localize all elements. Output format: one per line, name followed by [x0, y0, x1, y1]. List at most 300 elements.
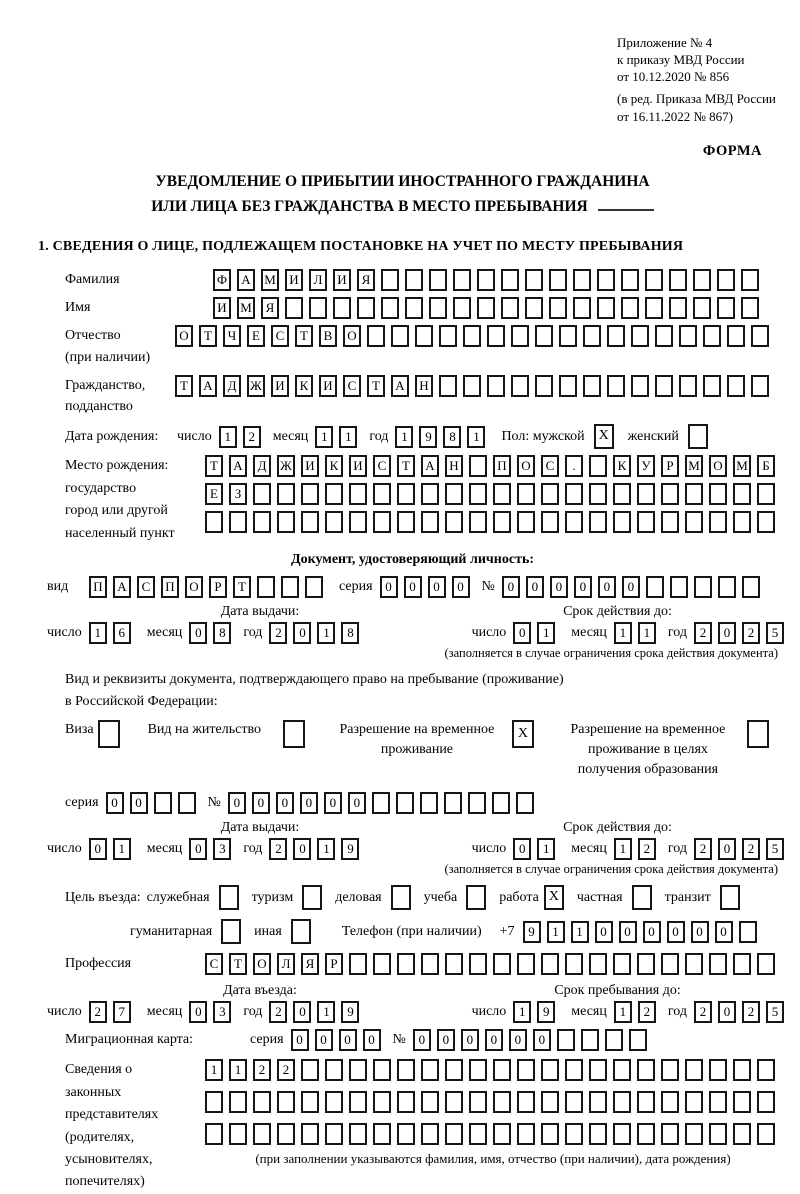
form-cell[interactable]: 0	[189, 1001, 207, 1023]
form-cell[interactable]: Б	[757, 455, 775, 477]
form-cell[interactable]	[367, 325, 385, 347]
form-cell[interactable]: 2	[89, 1001, 107, 1023]
form-cell[interactable]: М	[237, 297, 255, 319]
form-cell[interactable]	[589, 511, 607, 533]
form-cell[interactable]	[733, 1091, 751, 1113]
form-cell[interactable]	[257, 576, 275, 598]
form-cell[interactable]	[565, 1059, 583, 1081]
form-cell[interactable]: 9	[341, 1001, 359, 1023]
form-cell[interactable]: 0	[348, 792, 366, 814]
form-cell[interactable]	[421, 1123, 439, 1145]
form-cell[interactable]: 1	[205, 1059, 223, 1081]
visa-checkbox[interactable]	[98, 720, 120, 748]
form-cell[interactable]: Т	[367, 375, 385, 397]
purpose-sluzhebnaya-checkbox[interactable]	[219, 885, 239, 910]
form-cell[interactable]: С	[541, 455, 559, 477]
form-cell[interactable]: 0	[691, 921, 709, 943]
form-cell[interactable]: 2	[694, 622, 712, 644]
form-cell[interactable]	[468, 792, 486, 814]
form-cell[interactable]: 0	[667, 921, 685, 943]
form-cell[interactable]: 2	[277, 1059, 295, 1081]
form-cell[interactable]	[613, 511, 631, 533]
form-cell[interactable]	[694, 576, 712, 598]
form-cell[interactable]: Р	[661, 455, 679, 477]
form-cell[interactable]	[301, 1123, 319, 1145]
form-cell[interactable]	[631, 375, 649, 397]
form-cell[interactable]	[742, 576, 760, 598]
form-cell[interactable]	[541, 511, 559, 533]
form-cell[interactable]	[487, 375, 505, 397]
form-cell[interactable]: 0	[513, 838, 531, 860]
form-cell[interactable]	[589, 1123, 607, 1145]
form-cell[interactable]: К	[295, 375, 313, 397]
form-cell[interactable]: 5	[766, 838, 784, 860]
form-cell[interactable]	[349, 1091, 367, 1113]
form-cell[interactable]	[357, 297, 375, 319]
form-cell[interactable]	[583, 375, 601, 397]
form-cell[interactable]	[733, 1059, 751, 1081]
form-cell[interactable]	[463, 375, 481, 397]
form-cell[interactable]	[733, 511, 751, 533]
form-cell[interactable]: 1	[317, 622, 335, 644]
form-cell[interactable]	[757, 1091, 775, 1113]
form-cell[interactable]	[501, 297, 519, 319]
form-cell[interactable]: 0	[106, 792, 124, 814]
form-cell[interactable]: 1	[315, 426, 333, 448]
form-cell[interactable]	[541, 953, 559, 975]
form-cell[interactable]	[391, 325, 409, 347]
form-cell[interactable]	[421, 953, 439, 975]
form-cell[interactable]	[493, 1091, 511, 1113]
form-cell[interactable]	[477, 269, 495, 291]
form-cell[interactable]: 0	[533, 1029, 551, 1051]
form-cell[interactable]: 2	[243, 426, 261, 448]
form-cell[interactable]	[469, 1059, 487, 1081]
form-cell[interactable]	[517, 1123, 535, 1145]
form-cell[interactable]: С	[271, 325, 289, 347]
form-cell[interactable]	[541, 1123, 559, 1145]
form-cell[interactable]	[415, 325, 433, 347]
form-cell[interactable]: 1	[339, 426, 357, 448]
form-cell[interactable]	[655, 375, 673, 397]
form-cell[interactable]: Ж	[277, 455, 295, 477]
form-cell[interactable]	[709, 953, 727, 975]
form-cell[interactable]: 0	[293, 1001, 311, 1023]
form-cell[interactable]	[373, 483, 391, 505]
form-cell[interactable]: 9	[419, 426, 437, 448]
form-cell[interactable]	[685, 953, 703, 975]
form-cell[interactable]	[559, 325, 577, 347]
form-cell[interactable]	[661, 1091, 679, 1113]
purpose-gumanitarnaya-checkbox[interactable]	[221, 919, 241, 944]
form-cell[interactable]	[597, 297, 615, 319]
form-cell[interactable]: 2	[253, 1059, 271, 1081]
form-cell[interactable]	[693, 297, 711, 319]
form-cell[interactable]: 0	[324, 792, 342, 814]
form-cell[interactable]: 0	[485, 1029, 503, 1051]
form-cell[interactable]: 2	[742, 1001, 760, 1023]
form-cell[interactable]	[253, 511, 271, 533]
education-residence-checkbox[interactable]	[747, 720, 769, 748]
form-cell[interactable]	[396, 792, 414, 814]
form-cell[interactable]	[301, 1091, 319, 1113]
form-cell[interactable]	[305, 576, 323, 598]
form-cell[interactable]: 1	[614, 838, 632, 860]
form-cell[interactable]	[525, 269, 543, 291]
form-cell[interactable]	[501, 269, 519, 291]
form-cell[interactable]: 0	[428, 576, 446, 598]
form-cell[interactable]: Ч	[223, 325, 241, 347]
form-cell[interactable]	[516, 792, 534, 814]
form-cell[interactable]	[541, 483, 559, 505]
form-cell[interactable]	[373, 953, 391, 975]
form-cell[interactable]: О	[175, 325, 193, 347]
form-cell[interactable]	[517, 953, 535, 975]
form-cell[interactable]	[381, 269, 399, 291]
form-cell[interactable]	[429, 297, 447, 319]
form-cell[interactable]: 0	[595, 921, 613, 943]
form-cell[interactable]: Ж	[247, 375, 265, 397]
form-cell[interactable]	[253, 1091, 271, 1113]
form-cell[interactable]	[645, 269, 663, 291]
form-cell[interactable]: 0	[300, 792, 318, 814]
form-cell[interactable]	[421, 1059, 439, 1081]
form-cell[interactable]	[178, 792, 196, 814]
form-cell[interactable]: Т	[175, 375, 193, 397]
form-cell[interactable]	[646, 576, 664, 598]
form-cell[interactable]	[757, 511, 775, 533]
form-cell[interactable]	[739, 921, 757, 943]
form-cell[interactable]	[373, 511, 391, 533]
form-cell[interactable]: 0	[293, 622, 311, 644]
form-cell[interactable]	[397, 1123, 415, 1145]
form-cell[interactable]	[525, 297, 543, 319]
form-cell[interactable]: Л	[309, 269, 327, 291]
form-cell[interactable]	[757, 1059, 775, 1081]
form-cell[interactable]: 2	[269, 1001, 287, 1023]
form-cell[interactable]	[493, 483, 511, 505]
form-cell[interactable]	[565, 1091, 583, 1113]
form-cell[interactable]: 0	[598, 576, 616, 598]
form-cell[interactable]	[477, 297, 495, 319]
form-cell[interactable]: 1	[229, 1059, 247, 1081]
form-cell[interactable]: 1	[571, 921, 589, 943]
form-cell[interactable]: Н	[445, 455, 463, 477]
form-cell[interactable]	[373, 1123, 391, 1145]
purpose-ucheba-checkbox[interactable]	[466, 885, 486, 910]
form-cell[interactable]	[727, 375, 745, 397]
purpose-chastnaya-checkbox[interactable]	[632, 885, 652, 910]
form-cell[interactable]	[565, 953, 583, 975]
form-cell[interactable]	[229, 1091, 247, 1113]
form-cell[interactable]	[573, 297, 591, 319]
form-cell[interactable]	[445, 1091, 463, 1113]
form-cell[interactable]: К	[613, 455, 631, 477]
form-cell[interactable]: 1	[219, 426, 237, 448]
form-cell[interactable]	[397, 953, 415, 975]
form-cell[interactable]	[453, 297, 471, 319]
form-cell[interactable]: А	[237, 269, 255, 291]
form-cell[interactable]: 0	[574, 576, 592, 598]
form-cell[interactable]	[309, 297, 327, 319]
form-cell[interactable]	[373, 1059, 391, 1081]
form-cell[interactable]	[205, 1091, 223, 1113]
form-cell[interactable]	[281, 576, 299, 598]
form-cell[interactable]	[381, 297, 399, 319]
form-cell[interactable]	[253, 483, 271, 505]
purpose-rabota-checkbox[interactable]: X	[544, 885, 564, 910]
form-cell[interactable]	[349, 953, 367, 975]
form-cell[interactable]	[229, 1123, 247, 1145]
purpose-inaya-checkbox[interactable]	[291, 919, 311, 944]
form-cell[interactable]: З	[229, 483, 247, 505]
form-cell[interactable]: 2	[742, 838, 760, 860]
form-cell[interactable]: Т	[233, 576, 251, 598]
form-cell[interactable]	[685, 483, 703, 505]
form-cell[interactable]: О	[709, 455, 727, 477]
form-cell[interactable]	[613, 1059, 631, 1081]
form-cell[interactable]: Ф	[213, 269, 231, 291]
form-cell[interactable]: С	[343, 375, 361, 397]
form-cell[interactable]	[751, 375, 769, 397]
form-cell[interactable]	[205, 511, 223, 533]
form-cell[interactable]: Т	[229, 953, 247, 975]
form-cell[interactable]	[154, 792, 172, 814]
form-cell[interactable]: 0	[339, 1029, 357, 1051]
purpose-delovaya-checkbox[interactable]	[391, 885, 411, 910]
form-cell[interactable]	[589, 455, 607, 477]
form-cell[interactable]: Я	[301, 953, 319, 975]
form-cell[interactable]	[277, 511, 295, 533]
form-cell[interactable]	[444, 792, 462, 814]
form-cell[interactable]	[349, 511, 367, 533]
form-cell[interactable]	[709, 1059, 727, 1081]
form-cell[interactable]: П	[161, 576, 179, 598]
form-cell[interactable]: 1	[317, 838, 335, 860]
form-cell[interactable]	[469, 953, 487, 975]
form-cell[interactable]	[277, 483, 295, 505]
form-cell[interactable]	[605, 1029, 623, 1051]
purpose-tranzit-checkbox[interactable]	[720, 885, 740, 910]
form-cell[interactable]	[492, 792, 510, 814]
purpose-turizm-checkbox[interactable]	[302, 885, 322, 910]
form-cell[interactable]	[517, 1059, 535, 1081]
form-cell[interactable]	[613, 483, 631, 505]
form-cell[interactable]: 1	[537, 838, 555, 860]
form-cell[interactable]: 0	[89, 838, 107, 860]
form-cell[interactable]: Е	[205, 483, 223, 505]
form-cell[interactable]	[757, 953, 775, 975]
form-cell[interactable]	[517, 483, 535, 505]
form-cell[interactable]: Я	[357, 269, 375, 291]
form-cell[interactable]	[349, 1123, 367, 1145]
form-cell[interactable]: 0	[619, 921, 637, 943]
form-cell[interactable]: О	[185, 576, 203, 598]
form-cell[interactable]: М	[733, 455, 751, 477]
form-cell[interactable]	[661, 953, 679, 975]
form-cell[interactable]: 2	[269, 622, 287, 644]
form-cell[interactable]: Н	[415, 375, 433, 397]
form-cell[interactable]: Л	[277, 953, 295, 975]
form-cell[interactable]	[581, 1029, 599, 1051]
form-cell[interactable]: 1	[113, 838, 131, 860]
form-cell[interactable]	[205, 1123, 223, 1145]
form-cell[interactable]: И	[333, 269, 351, 291]
form-cell[interactable]	[757, 483, 775, 505]
form-cell[interactable]: И	[285, 269, 303, 291]
form-cell[interactable]	[469, 455, 487, 477]
form-cell[interactable]	[637, 1091, 655, 1113]
form-cell[interactable]: 1	[317, 1001, 335, 1023]
form-cell[interactable]: У	[637, 455, 655, 477]
form-cell[interactable]	[325, 1123, 343, 1145]
form-cell[interactable]	[421, 483, 439, 505]
form-cell[interactable]	[685, 1059, 703, 1081]
form-cell[interactable]	[607, 325, 625, 347]
form-cell[interactable]	[421, 1091, 439, 1113]
form-cell[interactable]: 8	[213, 622, 231, 644]
form-cell[interactable]	[541, 1059, 559, 1081]
form-cell[interactable]: А	[391, 375, 409, 397]
form-cell[interactable]: 0	[293, 838, 311, 860]
form-cell[interactable]	[445, 483, 463, 505]
form-cell[interactable]	[685, 1091, 703, 1113]
form-cell[interactable]	[397, 511, 415, 533]
form-cell[interactable]	[741, 297, 759, 319]
form-cell[interactable]	[565, 1123, 583, 1145]
form-cell[interactable]	[727, 325, 745, 347]
form-cell[interactable]: И	[271, 375, 289, 397]
form-cell[interactable]	[613, 953, 631, 975]
form-cell[interactable]: 1	[537, 622, 555, 644]
form-cell[interactable]: Т	[295, 325, 313, 347]
form-cell[interactable]: 0	[461, 1029, 479, 1051]
form-cell[interactable]	[621, 269, 639, 291]
form-cell[interactable]: 0	[526, 576, 544, 598]
form-cell[interactable]	[589, 1059, 607, 1081]
form-cell[interactable]	[535, 325, 553, 347]
form-cell[interactable]	[669, 297, 687, 319]
form-cell[interactable]	[333, 297, 351, 319]
form-cell[interactable]: 0	[404, 576, 422, 598]
temporary-residence-checkbox[interactable]: X	[512, 720, 534, 748]
form-cell[interactable]: О	[517, 455, 535, 477]
form-cell[interactable]	[637, 1059, 655, 1081]
form-cell[interactable]: 0	[413, 1029, 431, 1051]
form-cell[interactable]: М	[685, 455, 703, 477]
form-cell[interactable]	[285, 297, 303, 319]
form-cell[interactable]: 0	[228, 792, 246, 814]
form-cell[interactable]: А	[229, 455, 247, 477]
form-cell[interactable]: 0	[252, 792, 270, 814]
form-cell[interactable]: 2	[638, 838, 656, 860]
form-cell[interactable]	[429, 269, 447, 291]
form-cell[interactable]	[469, 1091, 487, 1113]
form-cell[interactable]	[301, 511, 319, 533]
form-cell[interactable]	[549, 269, 567, 291]
form-cell[interactable]	[405, 297, 423, 319]
form-cell[interactable]: 3	[213, 838, 231, 860]
form-cell[interactable]	[420, 792, 438, 814]
form-cell[interactable]	[445, 511, 463, 533]
form-cell[interactable]: 1	[395, 426, 413, 448]
form-cell[interactable]: 2	[742, 622, 760, 644]
form-cell[interactable]: 1	[614, 622, 632, 644]
form-cell[interactable]	[535, 375, 553, 397]
form-cell[interactable]	[679, 375, 697, 397]
form-cell[interactable]	[733, 483, 751, 505]
form-cell[interactable]: 0	[718, 622, 736, 644]
form-cell[interactable]	[517, 1091, 535, 1113]
form-cell[interactable]	[717, 297, 735, 319]
form-cell[interactable]: К	[325, 455, 343, 477]
form-cell[interactable]: 5	[766, 622, 784, 644]
form-cell[interactable]: 1	[467, 426, 485, 448]
form-cell[interactable]: С	[205, 953, 223, 975]
form-cell[interactable]	[277, 1123, 295, 1145]
form-cell[interactable]	[661, 1123, 679, 1145]
form-cell[interactable]: 2	[638, 1001, 656, 1023]
form-cell[interactable]	[493, 953, 511, 975]
form-cell[interactable]	[253, 1123, 271, 1145]
form-cell[interactable]	[325, 483, 343, 505]
form-cell[interactable]	[541, 1091, 559, 1113]
form-cell[interactable]	[645, 297, 663, 319]
form-cell[interactable]	[565, 483, 583, 505]
form-cell[interactable]	[397, 483, 415, 505]
form-cell[interactable]: 3	[213, 1001, 231, 1023]
form-cell[interactable]: 6	[113, 622, 131, 644]
form-cell[interactable]: 0	[276, 792, 294, 814]
form-cell[interactable]	[741, 269, 759, 291]
form-cell[interactable]: 2	[694, 838, 712, 860]
form-cell[interactable]: 2	[694, 1001, 712, 1023]
form-cell[interactable]	[549, 297, 567, 319]
form-cell[interactable]: И	[213, 297, 231, 319]
form-cell[interactable]: М	[261, 269, 279, 291]
form-cell[interactable]: 8	[443, 426, 461, 448]
form-cell[interactable]: 1	[638, 622, 656, 644]
form-cell[interactable]	[597, 269, 615, 291]
form-cell[interactable]: Я	[261, 297, 279, 319]
form-cell[interactable]	[229, 511, 247, 533]
form-cell[interactable]	[733, 953, 751, 975]
form-cell[interactable]	[709, 1123, 727, 1145]
form-cell[interactable]	[372, 792, 390, 814]
form-cell[interactable]: Т	[397, 455, 415, 477]
form-cell[interactable]	[751, 325, 769, 347]
form-cell[interactable]: 0	[718, 1001, 736, 1023]
form-cell[interactable]	[421, 511, 439, 533]
form-cell[interactable]	[661, 1059, 679, 1081]
form-cell[interactable]: 0	[513, 622, 531, 644]
form-cell[interactable]: 1	[547, 921, 565, 943]
form-cell[interactable]: Т	[205, 455, 223, 477]
form-cell[interactable]: 0	[437, 1029, 455, 1051]
form-cell[interactable]	[469, 511, 487, 533]
form-cell[interactable]: 0	[550, 576, 568, 598]
form-cell[interactable]: 0	[189, 838, 207, 860]
form-cell[interactable]	[757, 1123, 775, 1145]
form-cell[interactable]	[493, 511, 511, 533]
form-cell[interactable]	[703, 375, 721, 397]
form-cell[interactable]: .	[565, 455, 583, 477]
form-cell[interactable]	[661, 483, 679, 505]
form-cell[interactable]	[573, 269, 591, 291]
form-cell[interactable]	[693, 269, 711, 291]
form-cell[interactable]	[517, 511, 535, 533]
form-cell[interactable]	[613, 1123, 631, 1145]
